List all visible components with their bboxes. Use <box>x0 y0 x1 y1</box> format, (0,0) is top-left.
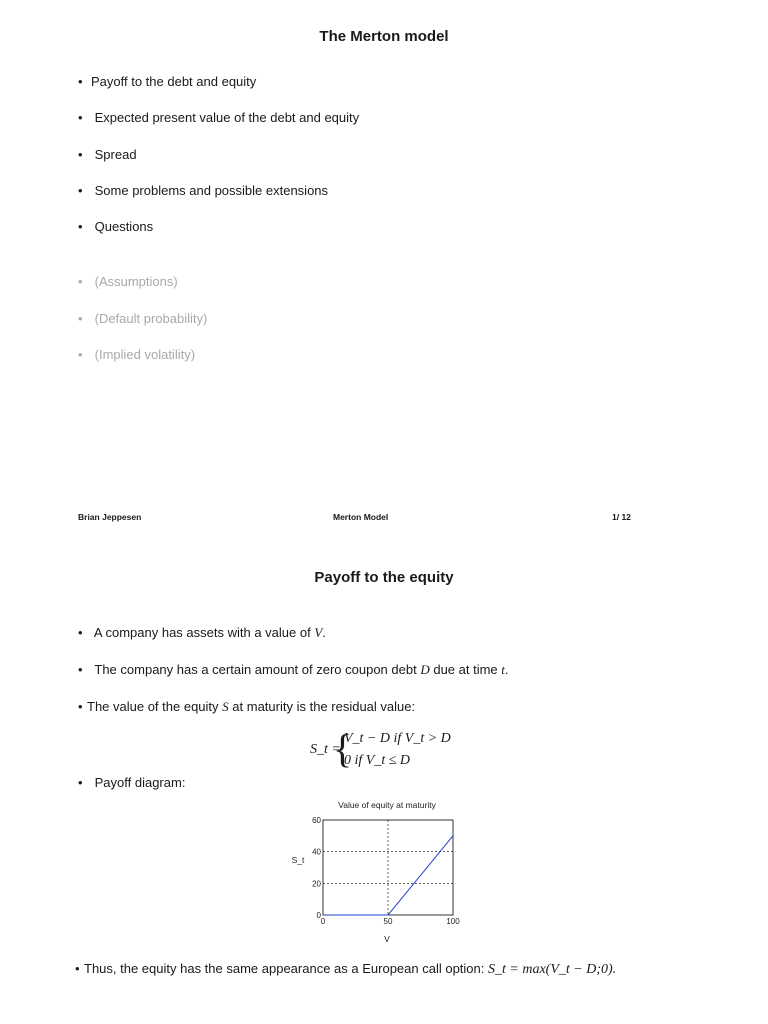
chart-title: Value of equity at maturity <box>338 800 436 810</box>
brace-symbol: { <box>333 726 353 771</box>
y-tick-label: 0 <box>316 911 321 920</box>
footer-title: Merton Model <box>333 512 389 522</box>
chart-y-label: S_t <box>291 855 305 865</box>
slide-title: The Merton model <box>319 28 449 45</box>
x-tick-label: 50 <box>383 917 393 926</box>
bullet-item: • A company has assets with a value of V. <box>78 625 326 640</box>
formula-case-1: V_t − D if V_t > D <box>344 731 451 746</box>
payoff-chart <box>290 800 480 945</box>
bullet-item: • The company has a certain amount of zero coupon debt D due at time t. <box>78 662 509 677</box>
piecewise-formula <box>300 726 470 775</box>
math-variable: S <box>222 699 229 714</box>
bullet-item: • Questions <box>78 219 154 234</box>
footer-author: Brian Jeppesen <box>78 512 142 522</box>
muted-bullet-item: • (Default probability) <box>78 311 208 326</box>
formula-lhs: S_t = <box>310 742 341 757</box>
bullet-item: • The value of the equity S at maturity is the residual value: <box>78 699 416 714</box>
bullet-item: • Some problems and possible extensions <box>78 183 329 198</box>
x-tick-label: 0 <box>320 917 326 926</box>
x-tick-label: 100 <box>446 917 460 926</box>
y-tick-label: 60 <box>312 816 321 825</box>
series-line <box>323 836 453 915</box>
bullet-item: • Payoff to the debt and equity <box>78 74 257 89</box>
math-variable: V <box>314 625 323 640</box>
math-variable: D <box>420 662 430 677</box>
call-option-formula: S_t = max(V_t − D;0). <box>488 962 617 977</box>
bullet-item: • Payoff diagram: <box>78 775 186 790</box>
chart-x-label: V <box>384 934 390 944</box>
slide-2 <box>0 535 768 1024</box>
bullet-item: • Spread <box>78 147 137 162</box>
bullet-item: • Thus, the equity has the same appearance as a European call option: S_t = max(V_t − D;0). <box>75 961 617 977</box>
math-variable: t <box>501 662 505 677</box>
slide-title: Payoff to the equity <box>314 569 454 586</box>
muted-bullet-item: • (Implied volatility) <box>78 347 196 362</box>
muted-bullet-item: • (Assumptions) <box>78 274 178 289</box>
bullet-item: • Expected present value of the debt and equity <box>78 110 360 125</box>
y-tick-label: 20 <box>312 879 321 889</box>
y-tick-label: 40 <box>312 847 321 857</box>
footer-page-number: 1/ 12 <box>612 512 631 522</box>
formula-case-2: 0 if V_t ≤ D <box>344 753 411 768</box>
